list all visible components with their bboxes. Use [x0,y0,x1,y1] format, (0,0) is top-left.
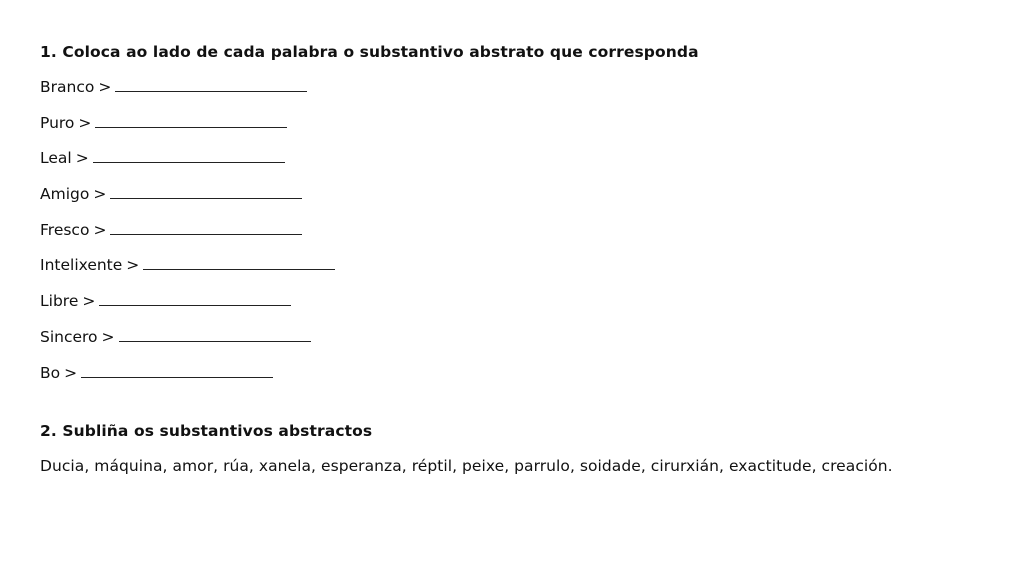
answer-row [40,325,984,349]
arrow-icon: > [93,220,107,239]
arrow-icon: > [126,256,140,275]
answer-row [40,361,984,385]
arrow-icon: > [75,149,89,168]
answer-blank[interactable] [143,255,335,270]
answer-blank[interactable] [95,113,287,128]
prompt-word: Bo [40,363,61,382]
prompt-word: Leal [40,149,72,168]
answer-blank[interactable] [115,77,307,92]
exercise-2-word-list: Ducia, máquina, amor, rúa, xanela, esperanza, réptil, peixe, parrulo, soidade, cirurxián, exactitude, creación. [40,456,893,475]
arrow-icon: > [78,113,92,132]
answer-row [40,253,984,277]
exercise-2-title: 2. Subliña os substantivos abstractos [40,421,373,440]
prompt-word: Amigo [40,185,90,204]
arrow-icon: > [64,363,78,382]
arrow-icon: > [101,327,115,346]
answer-blank[interactable] [110,184,302,199]
answer-row [40,111,984,135]
answer-blank[interactable] [81,363,273,378]
prompt-word: Sincero [40,327,98,346]
answer-row [40,289,984,313]
prompt-word: Branco [40,78,95,96]
arrow-icon: > [93,185,107,204]
arrow-icon: > [98,78,112,96]
exercise-1 [40,40,984,385]
exercise-2 [40,419,984,478]
exercise-1-title: 1. Coloca ao lado de cada palabra o substantivo abstrato que corresponda [40,43,699,61]
answer-row [40,218,984,242]
answer-row [40,182,984,206]
prompt-word: Libre [40,292,79,311]
exercise-1-list [40,75,984,385]
arrow-icon: > [82,292,96,311]
prompt-word: Fresco [40,220,90,239]
answer-row [40,75,984,99]
answer-blank[interactable] [99,291,291,306]
prompt-word: Puro [40,113,75,132]
answer-blank[interactable] [110,220,302,235]
answer-blank[interactable] [119,327,311,342]
prompt-word: Intelixente [40,256,123,275]
answer-row [40,146,984,170]
answer-blank[interactable] [93,148,285,163]
